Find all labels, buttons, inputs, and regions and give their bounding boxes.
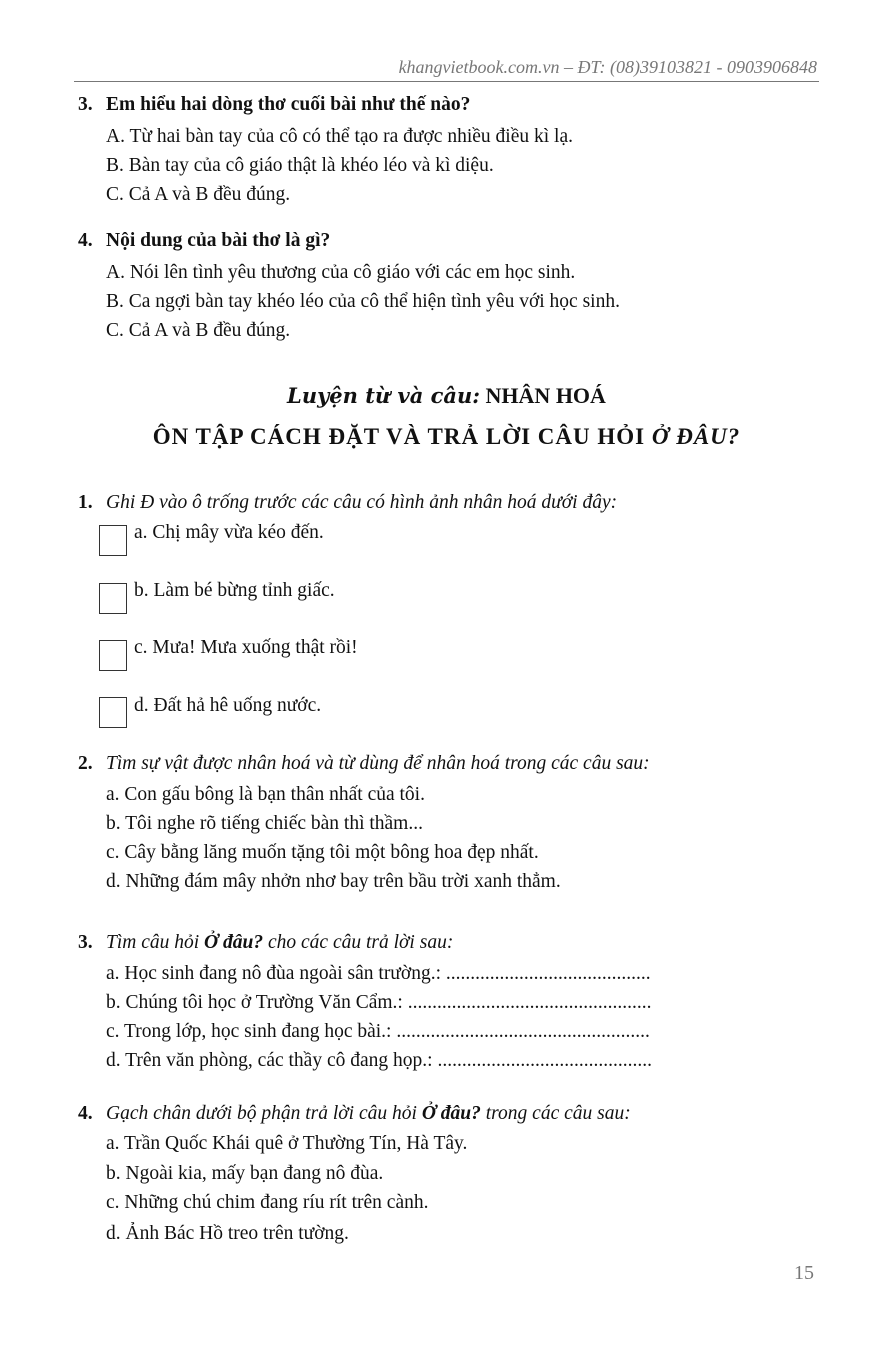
question-3 xyxy=(78,93,470,117)
question-number: 3. xyxy=(78,94,93,115)
exercise-instruction-bold: Ở đâu? xyxy=(421,1103,481,1124)
option: C. Cả A và B đều đúng. xyxy=(106,320,291,341)
option: B. Bàn tay của cô giáo thật là khéo léo và kì diệu. xyxy=(106,155,494,176)
section-subtitle-italic: Ở ĐÂU? xyxy=(651,424,741,449)
answer-checkbox-c[interactable] xyxy=(99,640,127,671)
exercise-instruction-post: trong các câu sau: xyxy=(480,1103,631,1124)
section-title-script: Luyện từ và câu: xyxy=(287,383,481,408)
option: A. Nói lên tình yêu thương của cô giáo với các em học sinh. xyxy=(106,262,576,283)
exercise-item: d. Đất hả hê uống nước. xyxy=(134,695,322,716)
section-title xyxy=(0,383,893,409)
exercise-number: 1. xyxy=(78,492,93,513)
section-subtitle-main: ÔN TẬP CÁCH ĐẶT VÀ TRẢ LỜI CÂU HỎI xyxy=(152,424,646,449)
exercise-item: d. Ảnh Bác Hồ treo trên tường. xyxy=(106,1223,349,1244)
exercise-item: a. Con gấu bông là bạn thân nhất của tôi. xyxy=(106,784,425,805)
exercise-instruction-pre: Gạch chân dưới bộ phận trả lời câu hỏi xyxy=(106,1103,422,1124)
answer-checkbox-a[interactable] xyxy=(99,525,127,556)
question-text: Nội dung của bài thơ là gì? xyxy=(106,230,331,251)
exercise-item: c. Cây bằng lăng muốn tặng tôi một bông hoa đẹp nhất. xyxy=(106,842,539,863)
answer-checkbox-b[interactable] xyxy=(99,583,127,614)
page-number: 15 xyxy=(794,1262,814,1284)
exercise-3 xyxy=(78,931,453,955)
exercise-item: b. Làm bé bừng tỉnh giấc. xyxy=(134,580,335,601)
exercise-instruction-post: cho các câu trả lời sau: xyxy=(263,932,454,953)
exercise-instruction-pre: Tìm câu hỏi xyxy=(106,932,205,953)
option: A. Từ hai bàn tay của cô có thể tạo ra được nhiều điều kì lạ. xyxy=(106,126,573,147)
exercise-item: c. Những chú chim đang ríu rít trên cành. xyxy=(106,1192,429,1213)
answer-checkbox-d[interactable] xyxy=(99,697,127,728)
exercise-item: d. Những đám mây nhởn nhơ bay trên bầu trời xanh thẳm. xyxy=(106,871,561,892)
exercise-item: a. Trần Quốc Khái quê ở Thường Tín, Hà Tây. xyxy=(106,1133,468,1154)
exercise-instruction-bold: Ở đâu? xyxy=(204,932,264,953)
exercise-instruction: Ghi Đ vào ô trống trước các câu có hình ảnh nhân hoá dưới đây: xyxy=(106,492,618,513)
question-number: 4. xyxy=(78,230,93,251)
exercise-item: c. Trong lớp, học sinh đang học bài.: .................................................... xyxy=(106,1021,650,1042)
exercise-item: d. Trên văn phòng, các thầy cô đang họp.: ............................................ xyxy=(106,1050,652,1071)
section-title-main: NHÂN HOÁ xyxy=(485,383,606,408)
exercise-1 xyxy=(78,491,617,515)
option: C. Cả A và B đều đúng. xyxy=(106,184,291,205)
exercise-number: 4. xyxy=(78,1103,93,1124)
question-4 xyxy=(78,229,330,253)
exercise-4 xyxy=(78,1102,631,1126)
exercise-instruction: Tìm sự vật được nhân hoá và từ dùng để nhân hoá trong các câu sau: xyxy=(106,753,650,774)
question-text: Em hiểu hai dòng thơ cuối bài như thế nào? xyxy=(106,94,471,115)
exercise-item: b. Chúng tôi học ở Trường Văn Cẩm.: .................................................. xyxy=(106,992,652,1013)
exercise-item: a. Chị mây vừa kéo đến. xyxy=(134,522,324,543)
exercise-item: c. Mưa! Mưa xuống thật rồi! xyxy=(134,637,358,658)
section-subtitle xyxy=(0,424,893,450)
page-header: khangvietbook.com.vn – ĐT: (08)39103821 - 0903906848 xyxy=(398,57,817,77)
exercise-item: b. Tôi nghe rõ tiếng chiếc bàn thì thầm... xyxy=(106,813,423,834)
header-rule xyxy=(74,81,819,82)
exercise-number: 3. xyxy=(78,932,93,953)
exercise-item: a. Học sinh đang nô đùa ngoài sân trường.: .......................................... xyxy=(106,963,651,984)
option: B. Ca ngợi bàn tay khéo léo của cô thể hiện tình yêu với học sinh. xyxy=(106,291,620,312)
exercise-item: b. Ngoài kia, mấy bạn đang nô đùa. xyxy=(106,1163,384,1184)
exercise-number: 2. xyxy=(78,753,93,774)
exercise-2 xyxy=(78,752,650,776)
